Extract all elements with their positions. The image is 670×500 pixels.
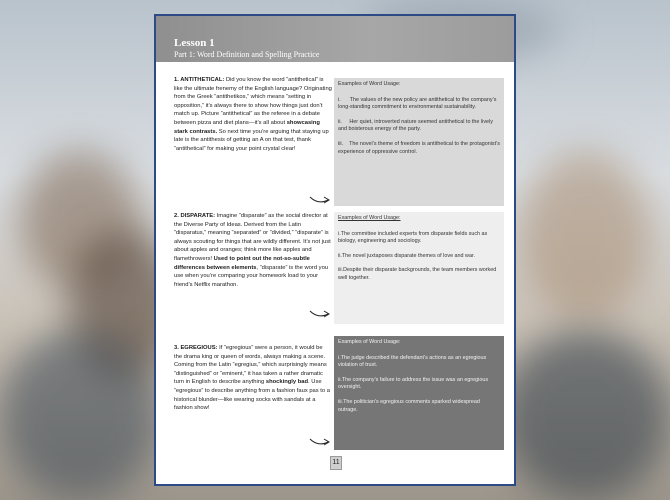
usage-example: iii.Despite their disparate backgrounds, the team members worked well together. — [338, 267, 497, 281]
word-emphasis: showcasing stark contrasts. — [174, 119, 320, 135]
word-term: 2. DISPARATE: — [174, 213, 216, 219]
usage-example: ii.The company’s failure to address the issue was an egregious oversight. — [338, 376, 489, 391]
word-definition: 3. EGREGIOUS: If “egregious” were a person, it would be the drama king or queen of words, always making a scene. Coming from the Latin “egregius,” which surprisingly means “distinguished” or “eminent,” it has taken a rather dramatic turn in English to describe anything shockingly bad. Use “egregious” to describe anything from a fashion faux pas to a historical blunder—like wearing socks with sandals at a fashion show! — [174, 345, 330, 412]
lesson-subtitle: Part 1: Word Definition and Spelling Practice — [174, 50, 320, 59]
usage-box — [334, 78, 504, 206]
usage-example: i. The values of the new policy are antithetical to the company’s long-standing commitment to environmental sustainability. — [338, 96, 497, 111]
document-page — [154, 14, 516, 486]
usage-example: iii. The novel’s theme of freedom is antithetical to the protagonist’s experience of oppressive control. — [338, 140, 500, 155]
curved-arrow-icon — [308, 436, 332, 448]
word-emphasis: Used to point out the not-so-subtle differences between elements — [174, 255, 310, 271]
curved-arrow-icon — [308, 194, 332, 206]
usage-example: ii. Her quiet, introverted nature seemed antithetical to the lively and boisterous energy of the party. — [338, 118, 493, 133]
usage-title: Examples of Word Usage: — [338, 339, 401, 345]
word-definition: 2. DISPARATE: Imagine “disparate” as the social director at the Diverse Party of Ideas. Derived from the Latin “disparatus,” meaning “separated” or “divided,” “disparate” is always scouting for things that are wildly different. It’s not just about apples and oranges; think more like apples and flamethrowers! Used to point out the not-so-subtle differences between elements, “disparate” is the word you use when you’re comparing your homework load to your friend’s Netflix marathon. — [174, 213, 331, 288]
word-definition: 1. ANTITHETICAL: Did you know the word “antithetical” is like the ultimate frenemy of the English language? Originating from the Greek “antithetikos,” which means “setting in opposition,” it’s always there to show how things just don’t match up. Picture “antithetical” as the referee in a debate between pizza and diet plans—it’s all about showcasing stark contrasts. So next time you’re arguing that staying up late is the antithesis of getting an A on that test, thank “antithetical” for making your point crystal clear! — [174, 77, 332, 152]
word-section-antithetical — [174, 76, 504, 206]
lesson-title: Lesson 1 — [174, 37, 215, 49]
usage-title: Examples of Word Usage: — [338, 81, 401, 87]
usage-example: iii.The politician’s egregious comments sparked widespread outrage. — [338, 398, 480, 413]
word-section-disparate — [174, 212, 504, 327]
background-blur — [0, 330, 160, 500]
usage-example: i.The judge described the defendant’s actions as an egregious violation of trust. — [338, 354, 487, 369]
usage-example: i.The committee included experts from disparate fields such as biology, engineering and sociology. — [338, 230, 488, 245]
usage-example: ii.The novel juxtaposes disparate themes of love and war. — [338, 252, 475, 259]
usage-box — [334, 336, 504, 450]
background-blur — [520, 150, 650, 320]
word-section-egregious — [174, 336, 504, 454]
word-emphasis: shockingly bad — [265, 379, 309, 386]
usage-box — [334, 212, 504, 324]
curved-arrow-icon — [308, 308, 332, 320]
word-term: 1. ANTITHETICAL: — [174, 77, 225, 83]
page-number: 11 — [330, 456, 342, 470]
background-blur — [500, 330, 670, 500]
usage-title: Examples of Word Usage: — [338, 215, 401, 221]
page-header — [156, 16, 514, 62]
word-term: 3. EGREGIOUS: — [174, 345, 218, 351]
